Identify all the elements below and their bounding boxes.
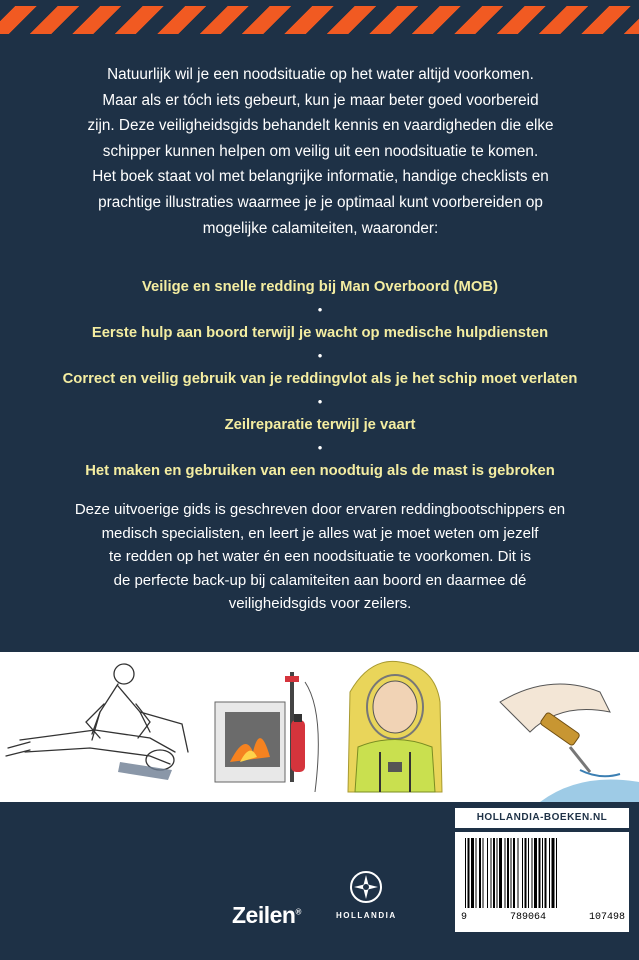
barcode-bar: [479, 838, 481, 908]
hollandia-logo: [336, 870, 396, 920]
barcode-bar: [518, 838, 519, 908]
barcode-bar: [483, 838, 484, 908]
outro-line: veiligheidsgids voor zeilers.: [228, 595, 412, 613]
barcode-bar: [499, 838, 502, 908]
stripes-top-edge: [0, 0, 639, 6]
zeilen-logo-text: Zeilen: [232, 902, 296, 928]
barcode-bar: [528, 838, 529, 908]
barcode-bar: [476, 838, 477, 908]
stripes-bottom-edge: [0, 34, 639, 42]
fire-extinguisher-illustration: [205, 652, 335, 802]
isbn-barcode: [455, 832, 629, 932]
barcode-bar: [491, 838, 492, 908]
barcode-bar: [513, 838, 515, 908]
intro-line: mogelijke calamiteiten, waaronder:: [202, 219, 439, 237]
barcode-bar: [505, 838, 506, 908]
bullet-dot: •: [317, 348, 323, 363]
bullet-dot: •: [317, 394, 323, 409]
isbn-digit-lead: 9: [461, 912, 468, 923]
barcode-bar: [507, 838, 509, 908]
topic-item: Correct en veilig gebruik van je reddingvlot als je het schip moet verlaten: [62, 371, 578, 387]
illustration-strip: [0, 652, 639, 802]
barcode-bar: [534, 838, 537, 908]
barcode-bar: [468, 838, 470, 908]
barcode-bar: [532, 838, 533, 908]
barcode-bar: [493, 838, 495, 908]
topic-item: Het maken en gebruiken van een noodtuig als de mast is gebroken: [85, 463, 555, 479]
topic-list: [30, 276, 610, 482]
intro-line: prachtige illustraties waarmee je je optimaal kunt voorbereiden op: [98, 193, 543, 211]
isbn-digit-left: 789064: [509, 912, 546, 923]
hollandia-logo-text: HOLLANDIA: [336, 911, 397, 920]
barcode-bar: [487, 838, 488, 908]
barcode-bar: [549, 838, 550, 908]
website-label: HOLLANDIA-BOEKEN.NL: [455, 808, 629, 828]
topic-item: Zeilreparatie terwijl je vaart: [224, 417, 416, 433]
barcode-bar: [465, 838, 466, 908]
barcode-bar: [545, 838, 547, 908]
compass-icon: [349, 870, 383, 904]
barcode-bar: [552, 838, 555, 908]
cpr-illustration: [0, 652, 200, 802]
outro-line: de perfecte back-up bij calamiteiten aan boord en daarmee dé: [113, 571, 527, 589]
isbn-digit-right: 107498: [588, 912, 625, 923]
zeilen-logo: [232, 902, 301, 929]
outro-text: [40, 498, 600, 616]
barcode-bar: [542, 838, 543, 908]
barcode-bar: [522, 838, 523, 908]
intro-line: Maar als er tóch iets gebeurt, kun je maar beter goed voorbereid: [102, 91, 539, 109]
outro-line: te redden op het water én een noodsituatie te voorkomen. Dit is: [109, 548, 531, 566]
barcode-bar: [539, 838, 541, 908]
barcode-bar: [471, 838, 474, 908]
bullet-dot: •: [317, 302, 323, 317]
barcode-bar: [511, 838, 512, 908]
intro-line: schipper kunnen helpen om veilig uit een noodsituatie te komen.: [102, 142, 539, 160]
intro-line: Natuurlijk wil je een noodsituatie op het water altijd voorkomen.: [107, 66, 534, 83]
zeilen-logo-mark: ®: [295, 907, 301, 917]
barcode-bar: [497, 838, 498, 908]
intro-line: zijn. Deze veiligheidsgids behandelt kennis en vaardigheden die elke: [87, 117, 554, 135]
lifejacket-illustration: [340, 652, 450, 802]
outro-line: Deze uitvoerige gids is geschreven door ervaren reddingbootschippers en: [74, 501, 566, 518]
barcode-bar: [525, 838, 527, 908]
intro-line: Het boek staat vol met belangrijke informatie, handige checklists en: [92, 168, 549, 186]
outro-line: medisch specialisten, en leert je alles wat je moet weten om jezelf: [101, 524, 539, 542]
isbn-digits: [461, 912, 625, 923]
barcode-bar: [556, 838, 557, 908]
repair-illustration: [460, 652, 639, 802]
topic-item: Eerste hulp aan boord terwijl je wacht op medische hulpdiensten: [91, 325, 549, 341]
bullet-dot: •: [317, 440, 323, 455]
intro-text: [48, 62, 593, 241]
topic-item: Veilige en snelle redding bij Man Overboord (MOB): [142, 279, 498, 295]
barcode-bars: [463, 838, 621, 912]
